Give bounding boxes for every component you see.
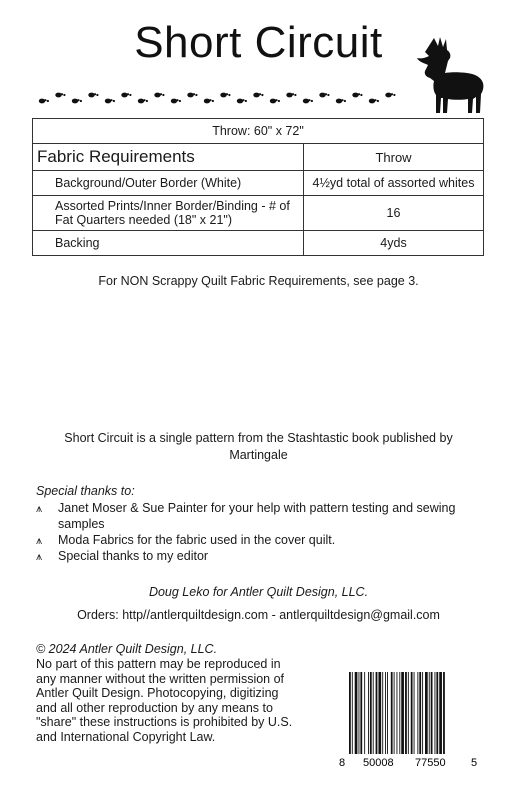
paw-print-icon [319, 93, 329, 98]
antler-bullet-icon: ⩚ [36, 551, 43, 563]
paw-print-icon [154, 93, 164, 98]
moose-icon [410, 32, 490, 114]
row-value: 16 [304, 196, 484, 231]
barcode-bar [378, 672, 381, 754]
paw-print-icon [88, 93, 98, 98]
barcode-bar [436, 672, 438, 754]
barcode-bar [411, 672, 413, 754]
barcode-bar [422, 672, 423, 754]
barcode-bar [431, 672, 433, 754]
list-item [36, 532, 476, 548]
barcode-bar [376, 672, 378, 754]
paw-print-icon [237, 99, 247, 104]
copyright: © 2024 Antler Quilt Design, LLC. [36, 642, 218, 656]
antler-bullet-icon: ⩚ [36, 535, 43, 547]
paw-print-icon [39, 99, 49, 104]
paw-print-icon [105, 99, 115, 104]
barcode-digit: 77550 [415, 757, 446, 769]
barcode-bar [368, 672, 369, 754]
barcode-bar [373, 672, 374, 754]
legal-notice: No part of this pattern may be reproduced in any manner without the written permission of Antler Quilt Design. Photocopying, digitizing and all other reproduction by any means to "share" these instructions is prohibited by U.S. and International Copyright Law. [36, 657, 293, 744]
thanks-list [36, 500, 476, 564]
table-row [33, 119, 484, 144]
paw-print-icon [187, 93, 197, 98]
barcode-bar [443, 672, 445, 754]
row-value: 4yds [304, 231, 484, 256]
non-scrappy-note: For NON Scrappy Quilt Fabric Requirements, see page 3. [98, 274, 419, 288]
paw-print-icon [138, 99, 148, 104]
barcode-bar [364, 672, 365, 754]
barcode-bar [417, 672, 418, 754]
paw-print-icon [121, 93, 131, 98]
table-row [33, 171, 484, 196]
barcode [337, 670, 483, 770]
barcode-bar [385, 672, 386, 754]
barcode-bar [370, 672, 372, 754]
paw-print-icon [336, 99, 346, 104]
barcode-bar [349, 672, 351, 754]
barcode-bar [414, 672, 415, 754]
barcode-bar [439, 672, 442, 754]
paw-print-icon [72, 99, 82, 104]
barcode-bar [359, 672, 360, 754]
barcode-bar [425, 672, 428, 754]
barcode-bar [387, 672, 388, 754]
paw-print-icon [385, 93, 395, 98]
thanks-heading: Special thanks to: [36, 484, 135, 498]
barcode-digit: 8 [339, 757, 346, 769]
barcode-digit: 5 [471, 757, 478, 769]
paw-print-icon [55, 93, 65, 98]
barcode-bar [429, 672, 430, 754]
antler-bullet-icon: ⩚ [36, 503, 43, 515]
row-value: 4½yd total of assorted whites [304, 171, 484, 196]
paw-print-trail-icon [36, 88, 396, 110]
paw-print-icon [286, 93, 296, 98]
barcode-bar [435, 672, 436, 754]
list-item [36, 500, 476, 532]
barcode-bar [352, 672, 353, 754]
fabric-requirements-table [32, 118, 484, 256]
table-row [33, 144, 484, 171]
orders-info: Orders: http//antlerquiltdesign.com - antlerquiltdesign@gmail.com [77, 608, 440, 622]
table-row [33, 231, 484, 256]
page-title: Short Circuit [134, 18, 383, 67]
paw-print-icon [352, 93, 362, 98]
barcode-bar [405, 672, 407, 754]
column-heading: Throw [304, 144, 484, 171]
paw-print-icon [220, 93, 230, 98]
row-label: Assorted Prints/Inner Border/Binding - # of Fat Quarters needed (18" x 21") [33, 196, 304, 231]
barcode-bar [391, 672, 393, 754]
table-row [33, 196, 484, 231]
barcode-bar [401, 672, 404, 754]
barcode-bar [419, 672, 421, 754]
row-label: Backing [33, 231, 304, 256]
paw-print-icon [369, 99, 379, 104]
paw-print-icon [171, 99, 181, 104]
thanks-item-text: Special thanks to my editor [58, 549, 209, 563]
barcode-bar [355, 672, 358, 754]
barcode-bar [399, 672, 400, 754]
barcode-bar [408, 672, 409, 754]
pattern-description: Short Circuit is a single pattern from the Stashtastic book published by Martingale [64, 431, 453, 462]
paw-print-icon [204, 99, 214, 104]
designer-credit: Doug Leko for Antler Quilt Design, LLC. [148, 585, 369, 599]
barcode-bar [397, 672, 398, 754]
thanks-item-text: Janet Moser & Sue Painter for your help with pattern testing and sewing samples [58, 501, 456, 531]
barcode-digit: 50008 [363, 757, 394, 769]
quilt-size-cell: Throw: 60" x 72" [33, 119, 484, 144]
paw-print-icon [303, 99, 313, 104]
paw-print-icon [253, 93, 263, 98]
thanks-item-text: Moda Fabrics for the fabric used in the cover quilt. [58, 533, 336, 547]
barcode-bar [394, 672, 395, 754]
section-heading: Fabric Requirements [33, 144, 304, 171]
row-label: Background/Outer Border (White) [33, 171, 304, 196]
barcode-bar [360, 672, 362, 754]
paw-print-icon [270, 99, 280, 104]
barcode-bar [382, 672, 383, 754]
list-item [36, 548, 476, 564]
